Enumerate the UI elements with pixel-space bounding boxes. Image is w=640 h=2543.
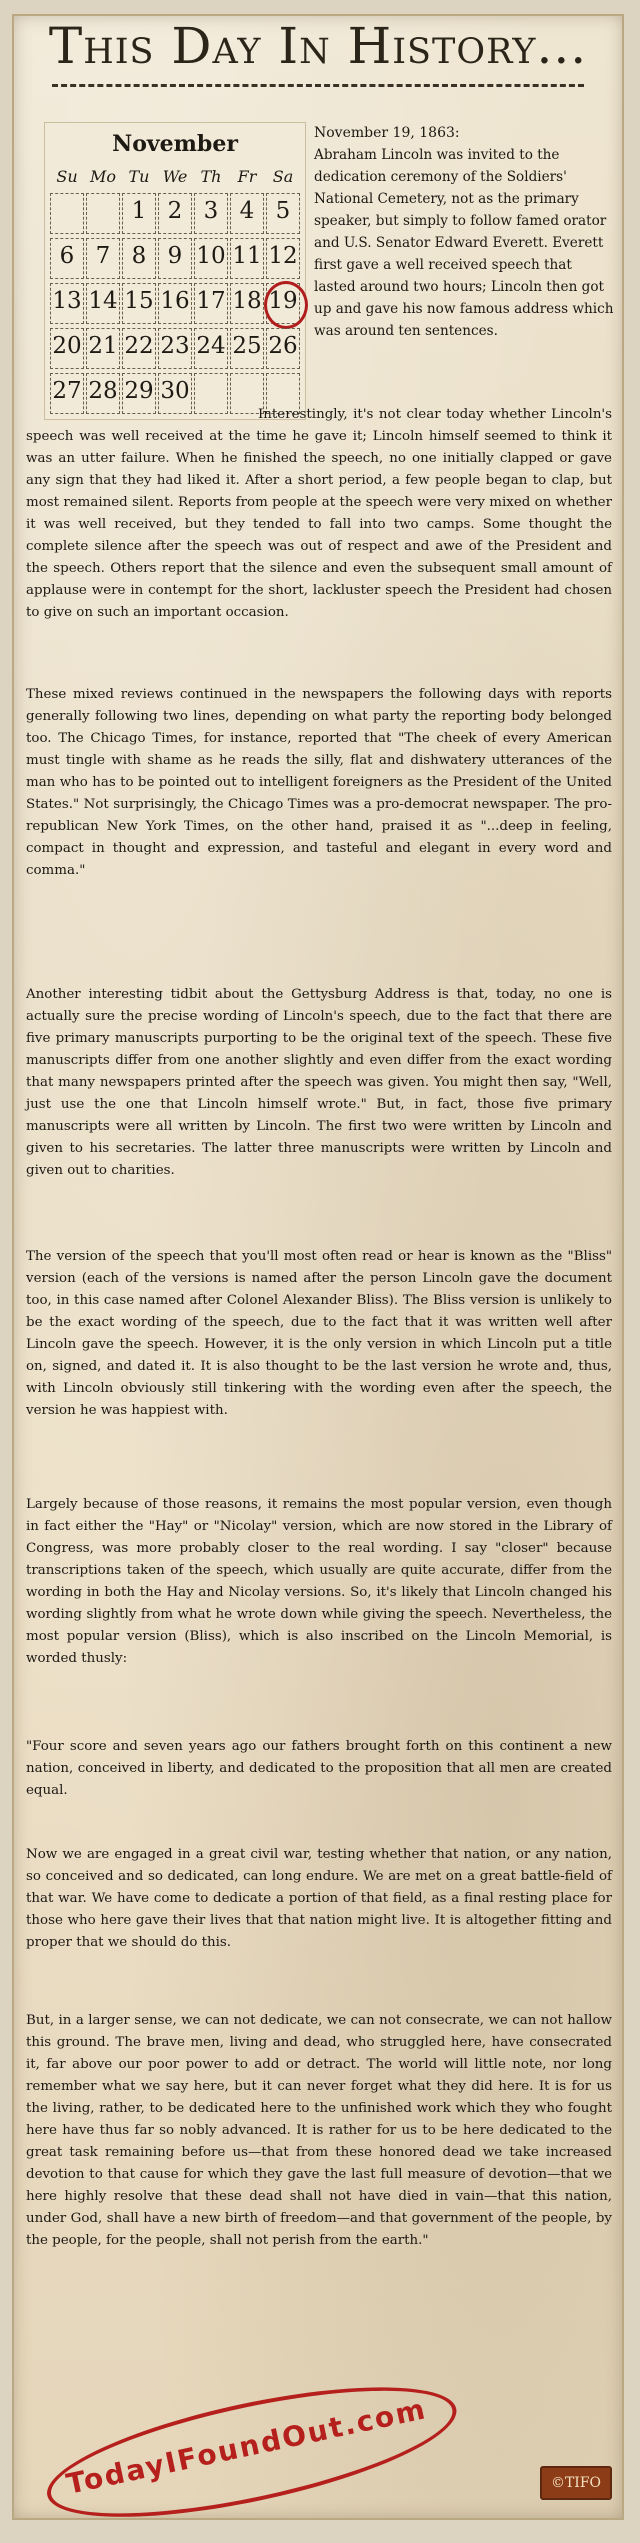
calendar-day — [86, 193, 120, 234]
calendar-week-row — [49, 328, 301, 371]
copyright-badge: ©TIFO — [540, 2466, 612, 2500]
weekday-label: Tu — [128, 167, 150, 186]
page-title: This Day In History... — [48, 17, 588, 75]
title-divider — [52, 84, 584, 87]
site-stamp-logo — [37, 2362, 457, 2535]
calendar-day: 18 — [230, 283, 264, 324]
article-intro: Abraham Lincoln was invited to the dedication ceremony of the Soldiers' National Cemetery, not as the primary speaker, but simply to follow famed orator and U.S. Senator Edward Everett. Everett first gave a well received speech that lasted around two hours; Lincoln then got up and gave his now famous address which was around ten sentences. — [314, 147, 614, 339]
article-paragraph: Largely because of those reasons, it remains the most popular version, even though in fact either the "Hay" or "Nicolay" version, which are now stored in the Library of Congress, was more probably closer to the real wording. I say "closer" because transcriptions taken of the speech, which usually are quite accurate, differ from the wording in both the Hay and Nicolay versions. So, it's likely that Lincoln changed his wording slightly from what he wrote down while giving the speech. Nevertheless, the most popular version (Bliss), which is also inscribed on the Lincoln Memorial, is worded thusly: — [26, 1497, 612, 1666]
calendar-day: 14 — [86, 283, 120, 324]
calendar-day: 28 — [86, 373, 120, 414]
calendar-day: 24 — [194, 328, 228, 369]
calendar — [44, 122, 306, 420]
calendar-day: 12 — [266, 238, 300, 279]
calendar-weekday-header — [49, 167, 301, 186]
article-paragraph: These mixed reviews continued in the newspapers the following days with reports generally following two lines, depending on what party the reporting body belonged too. The Chicago Times, for instance, reported that "The cheek of every American must tingle with shame as he reads the silly, flat and dishwatery utterances of the man who has to be pointed out to intelligent foreigners as the President of the United States." Not surprisingly, the Chicago Times was a pro-democrat newspaper. The pro-republican New York Times, on the other hand, praised it as "...deep in feeling, compact in thought and expression, and tasteful and elegant in every word and comma." — [26, 687, 612, 878]
calendar-day-highlighted: 19 — [266, 283, 300, 324]
calendar-day: 3 — [194, 193, 228, 234]
calendar-day: 26 — [266, 328, 300, 369]
weekday-label: Th — [200, 167, 222, 186]
calendar-day: 5 — [266, 193, 300, 234]
calendar-day: 25 — [230, 328, 264, 369]
calendar-week-row — [49, 283, 301, 326]
calendar-day: 8 — [122, 238, 156, 279]
calendar-grid — [49, 193, 301, 418]
calendar-day: 4 — [230, 193, 264, 234]
calendar-day: 21 — [86, 328, 120, 369]
stamp-text: TodayIFoundOut.com — [63, 2392, 430, 2501]
weekday-label: Fr — [237, 167, 257, 186]
calendar-day: 22 — [122, 328, 156, 369]
article-date: November 19, 1863: — [314, 125, 460, 141]
article-paragraph: Another interesting tidbit about the Gettysburg Address is that, today, no one is actually sure the precise wording of Lincoln's speech, due to the fact that there are five primary manuscripts purporting to be the original text of the speech. These five manuscripts differ from one another slightly and even differ from the exact wording that many newspapers printed after the speech was given. You might then say, "Well, just use the one that Lincoln himself wrote." But, in fact, those five primary manuscripts were all written by Lincoln. The first two were written by Lincoln and given to his secretaries. The latter three manuscripts were written by Lincoln and given out to charities. — [26, 987, 612, 1178]
weekday-label: We — [162, 167, 188, 186]
calendar-day: 27 — [50, 373, 84, 414]
speech-paragraph: But, in a larger sense, we can not dedicate, we can not consecrate, we can not hallow this ground. The brave men, living and dead, who struggled here, have consecrated it, far above our poor power to add or detract. The world will little note, nor long remember what we say here, but it can never forget what they did here. It is for us the living, rather, to be dedicated here to the unfinished work which they who fought here have thus far so nobly advanced. It is rather for us to be here dedicated to the great task remaining before us—that from these honored dead we take increased devotion to that cause for which they gave the last full measure of devotion—that we here highly resolve that these dead shall not have died in vain—that this nation, under God, shall have a new birth of freedom—and that government of the people, by the people, for the people, shall not perish from the earth." — [26, 2013, 612, 2248]
calendar-day: 20 — [50, 328, 84, 369]
calendar-day: 15 — [122, 283, 156, 324]
speech-paragraph: "Four score and seven years ago our fathers brought forth on this continent a new nation, conceived in liberty, and dedicated to the proposition that all men are created equal. — [26, 1739, 612, 1798]
calendar-week-row — [49, 238, 301, 281]
calendar-day: 1 — [122, 193, 156, 234]
article-paragraph: The version of the speech that you'll most often read or hear is known as the "Bliss" version (each of the versions is named after the person Lincoln gave the document too, in this case named after Colonel Alexander Bliss). The Bliss version is unlikely to be the exact wording of the speech, due to the fact that it was written well after Lincoln gave the speech. However, it is the only version in which Lincoln put a title on, signed, and dated it. It is also thought to be the last version he wrote and, thus, with Lincoln obviously still tinkering with the wording even after the speech, the version he was happiest with. — [26, 1249, 612, 1418]
calendar-day: 16 — [158, 283, 192, 324]
speech-paragraph: Now we are engaged in a great civil war, testing whether that nation, or any nation, so conceived and so dedicated, can long endure. We are met on a great battle-field of that war. We have come to dedicate a portion of that field, as a final resting place for those who here gave their lives that that nation might live. It is altogether fitting and proper that we should do this. — [26, 1847, 612, 1950]
calendar-day: 30 — [158, 373, 192, 414]
weekday-label: Mo — [89, 167, 116, 186]
calendar-month: November — [112, 131, 238, 157]
paper-sheet — [12, 14, 624, 2520]
weekday-label: Su — [56, 167, 78, 186]
weekday-label: Sa — [272, 167, 294, 186]
article-paragraph: Interestingly, it's not clear today whether Lincoln's speech was well received at the time he gave it; Lincoln himself seemed to think it was an utter failure. When he finished the speech, no one initially clapped or gave any sign that they had liked it. After a short period, a few people began to clap, but most remained silent. Reports from people at the speech were very mixed on whether it was well received, but they tended to fall into two camps. Some thought the complete silence after the speech was out of respect and awe of the President and the speech. Others report that the silence and even the subsequent small amount of applause were in contempt for the short, lackluster speech the President had chosen to give on such an important occasion. — [26, 407, 612, 620]
calendar-day: 10 — [194, 238, 228, 279]
calendar-day: 17 — [194, 283, 228, 324]
calendar-day: 6 — [50, 238, 84, 279]
calendar-week-row — [49, 193, 301, 236]
calendar-day: 13 — [50, 283, 84, 324]
calendar-day: 29 — [122, 373, 156, 414]
calendar-day — [50, 193, 84, 234]
calendar-day: 11 — [230, 238, 264, 279]
calendar-day: 2 — [158, 193, 192, 234]
calendar-day: 23 — [158, 328, 192, 369]
calendar-day: 7 — [86, 238, 120, 279]
calendar-day: 9 — [158, 238, 192, 279]
